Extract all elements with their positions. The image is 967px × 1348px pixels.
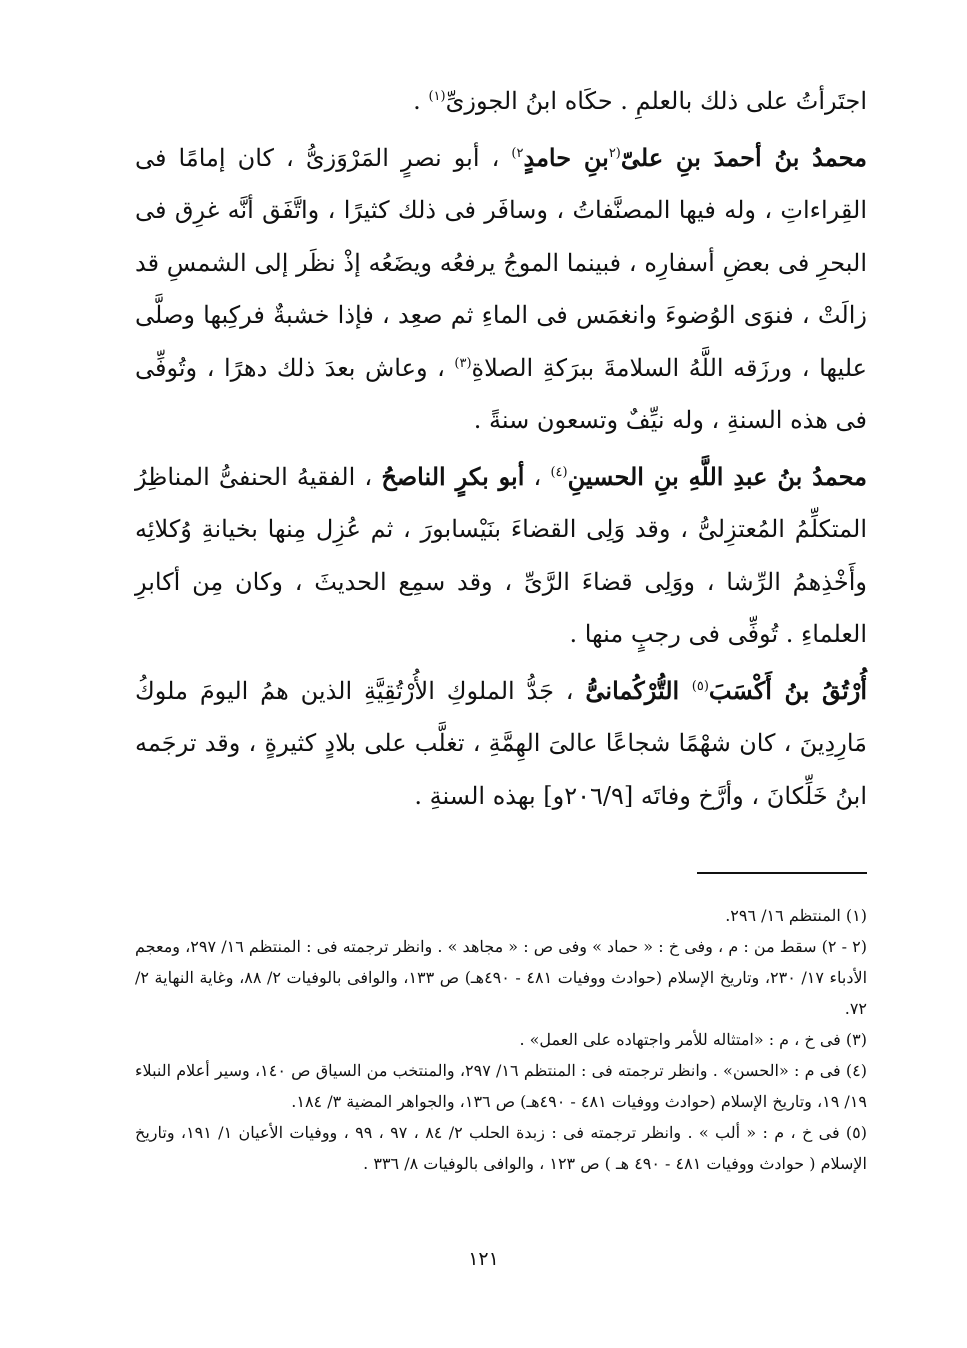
paragraph-1-text: اجتَرأتُ على ذلك بالعلمِ . حكَاه ابنُ الجوزىِّ (445, 87, 867, 115)
entry-muhammad-ibn-ahmad (135, 132, 867, 447)
footnote-ref-1: (١) (428, 89, 446, 104)
footnote-separator (697, 872, 867, 874)
footnote-4: (٤) فى م : «الحسن» . وانظر ترجمته فى : المنتظم ١٦/ ٢٩٧، والمنتخب من السياق ص ١٤٠، وسير أعلام النبلاء ١٩/ ١٩، وتاريخ الإسلام (حوادث ووفيات ٤٨١ - ٤٩٠هـ) ص ١٣٦، والجواهر المضية ٣/ ١٨٤. (135, 1061, 867, 1111)
manuscript-folio-marker: [٢٠٦/٩و] (543, 781, 634, 810)
footnote-3: (٣) فى خ ، م : «امتثاله للأمر واجتهاده على العمل» . (519, 1030, 867, 1049)
entry-name: محمدُ بنُ عبدِ اللَّهِ بنِ الحسينِ (567, 461, 867, 491)
entry-kunya: أبو بكرٍ الناصحُ (381, 461, 525, 491)
footnote-ref-3: (٣) (454, 355, 472, 371)
paragraph-1 (135, 75, 867, 128)
footnote-ref-4: (٤) (550, 464, 568, 480)
entry-nisba: التُّرْكُمانىُّ (585, 675, 692, 705)
entry-separator: ، (524, 462, 551, 491)
footnote-5: (٥) فى خ ، م : « ألب » . وانظر ترجمته فى : زبدة الحلب ٢/ ٨٤ ، ٩٧ ، ٩٩ ، ووفيات الأعيان ١/ ١٩١، وتاريخ الإسلام ( حوادث ووفيات ٤٨١ - ٤٩٠ هـ ) ص ١٢٣ ، والوافى بالوفيات ٨/ ٣٣٦ . (135, 1123, 868, 1173)
entry-text: ، جَدُّ الملوكِ الأُرْتُقِيَّةِ الذين همُ اليومَ ملوكُ مَارِدِينَ ، كان شهْمًا شجاعًا عالىَ الهِمَّةِ ، تغلَّب على بلادٍ كثيرةٍ ، وقد ترجَمه ابنُ خَلِّكانَ ، وأرَّخ وفاتَه (135, 676, 867, 810)
footnote-ref-2-close: ٢) (511, 145, 524, 161)
footnote-ref-2-open: (٢ (608, 145, 621, 161)
footnote-2: (٢ - ٢) سقط من : م ، وفى خ : « حماد » وفى ص : « مجاهد » . وانظر ترجمته فى : المنتظم ١٦/ ٢٩٧، ومعجم الأدباء ١٧/ ٢٣٠، وتاريخ الإسلام (حوادث ووفيات ٤٨١ - ٤٩٠هـ) ص ١٣٣، والوافى بالوفيات ٢/ ٨٨، وغاية النهاية ٢/ ٧٢. (135, 937, 868, 1018)
paragraph-1-end: . (413, 87, 429, 115)
entry-text: ، أبو نصرٍ المَرْوَزىُّ ، كان إمامًا فى القِراءاتِ ، وله فيها المصنَّفاتُ ، وسافَر فى ذلك كثيرًا ، واتَّفَق أنَّه غرِق فى البحرِ فى بعضِ أسفارِه ، فبينما الموجُ يرفعُه ويضَعُه إذْ نظَر إلى الشمسِ قد زالَتْ ، فنوَى الوُضوءَ وانغمَس فى الماءِ ثم صعِد ، فإذا خشبةٌ فركِبها وصلَّى عليها ، ورزَقه اللَّهُ السلامةَ ببرَكةِ الصلاةِ (135, 143, 867, 382)
entry-artuq-ibn-aksab (135, 665, 867, 823)
footnotes (135, 900, 867, 1179)
page-number: ١٢١ (468, 1248, 499, 1270)
entry-name: محمدُ بنُ أحمدَ بنِ علىّ (620, 142, 868, 172)
main-text (135, 75, 867, 822)
entry-text-continued: ، وعاش بعدَ ذلك دهرًا ، وتُوفِّى فى هذه السنةِ ، وله نيِّفٌ وتسعون سنةً . (135, 353, 867, 434)
entry-name-continued: بنِ حامدٍ (523, 142, 609, 172)
entry-muhammad-ibn-abdallah (135, 451, 867, 661)
entry-text: ، الفقيهُ الحنفىُّ المناظِرُ المتكلِّمُ المُعتزِلىُّ ، وقد وَلِى القضاءَ بنَيْسابورَ ، ثم عُزِل مِنها بخيانةِ وُكلائِه وأَخْذِهمُ الرِّشا ، ووَلِى قضاءَ الرَّىِّ ، وقد سمِع الحديثَ ، وكان مِن أكابرِ العلماءِ . تُوفِّى فى رجبٍ منها . (135, 462, 868, 648)
footnote-ref-5: (٥) (691, 678, 709, 694)
entry-text-continued: بهذه السنةِ . (414, 781, 544, 810)
footnote-1: (١) المنتظم ١٦/ ٢٩٦. (725, 906, 867, 925)
entry-name: أُرْتُقُ بنُ أَكْسَبَ (708, 675, 868, 705)
